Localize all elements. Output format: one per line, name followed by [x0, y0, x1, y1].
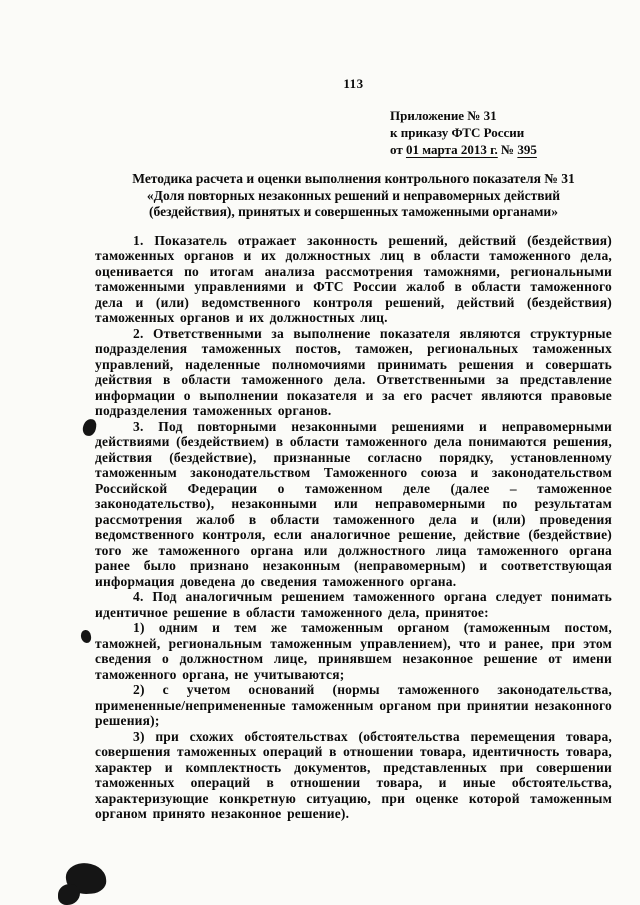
order-date: 01 марта 2013 г.	[405, 142, 498, 157]
appendix-line-1: Приложение № 31	[390, 108, 497, 123]
title-line-2: «Доля повторных незаконных решений и неправомерных действий	[146, 187, 561, 203]
appendix-line-2: к приказу ФТС России	[390, 125, 525, 140]
appendix-header	[390, 107, 612, 158]
scan-artifact	[80, 630, 91, 644]
body-list-item-3: 3) при схожих обстоятельствах (обстоятельства перемещения товара, совершения таможенных операций в отношении товара, идентичность товара, характер и комплектность документов, представленных при совершении таможенных операций в отношении товара, и иные обстоятельства, характеризующие конкретную ситуацию, при оценке которой таможенным органом принято незаконное решение).	[95, 728, 612, 821]
body-paragraph-1: 1. Показатель отражает законность решений, действий (бездействия) таможенных органов и их должностных лиц в области таможенного дела, оценивается по итогам анализа рассмотрения таможнями, региональными таможенными управлениями и ФТС России жалоб в области таможенного дела и (или) ведомственного контроля решений, действий (бездействия) таможенных органов и их должностных лиц.	[95, 232, 612, 325]
scan-artifact	[58, 884, 80, 905]
body-list-item-1: 1) одним и тем же таможенным органом (таможенным постом, таможней, региональным таможенным управлением), что и ранее, при этом сведения о должностном лице, принявшем незаконное решение от имени таможенного органа, не учитываются;	[95, 620, 612, 682]
order-date-prefix: от	[390, 142, 403, 157]
page-number: 113	[343, 76, 364, 91]
appendix-line-3	[390, 141, 612, 158]
body-list-item-2: 2) с учетом оснований (нормы таможенного законодательства, примененные/непримененные таможенным органом при принятии незаконного решения);	[95, 682, 612, 728]
document-body	[95, 233, 612, 822]
body-paragraph-2: 2. Ответственными за выполнение показателя являются структурные подразделения таможенных постов, таможен, региональных таможенных управлений, наделенные полномочиями принимать решения и совершать действия в области таможенного дела. Ответственными за представление информации о выполнении показателя и за его расчет являются правовые подразделения таможенных органов.	[95, 325, 612, 418]
title-line-1: Методика расчета и оценки выполнения контрольного показателя № 31	[132, 171, 575, 186]
body-paragraph-3: 3. Под повторными незаконными решениями и неправомерными действиями (бездействием) в области таможенного дела понимаются решения, действия (бездействие), признанные согласно порядку, установленному таможенным законодательством Таможенного союза и законодательством Российской Федерации о таможенном деле (далее – таможенное законодательство), незаконными или неправомерными по результатам рассмотрения жалоб в области таможенного дела и (или) проведения ведомственного контроля, если аналогичное решение, действие (бездействие) того же таможенного органа или должностного лица таможенного органа ранее было признано незаконным (неправомерным) и соответствующая информация доведена до сведения таможенного органа.	[95, 418, 612, 589]
document-title	[95, 171, 612, 221]
title-line-3: (бездействия), принятых и совершенных таможенными органами»	[149, 204, 558, 219]
page-content	[95, 76, 612, 822]
body-paragraph-4: 4. Под аналогичным решением таможенного органа следует понимать идентичное решение в области таможенного дела, принятое:	[95, 589, 612, 620]
order-number: 395	[517, 142, 537, 157]
order-number-label: №	[501, 142, 515, 157]
